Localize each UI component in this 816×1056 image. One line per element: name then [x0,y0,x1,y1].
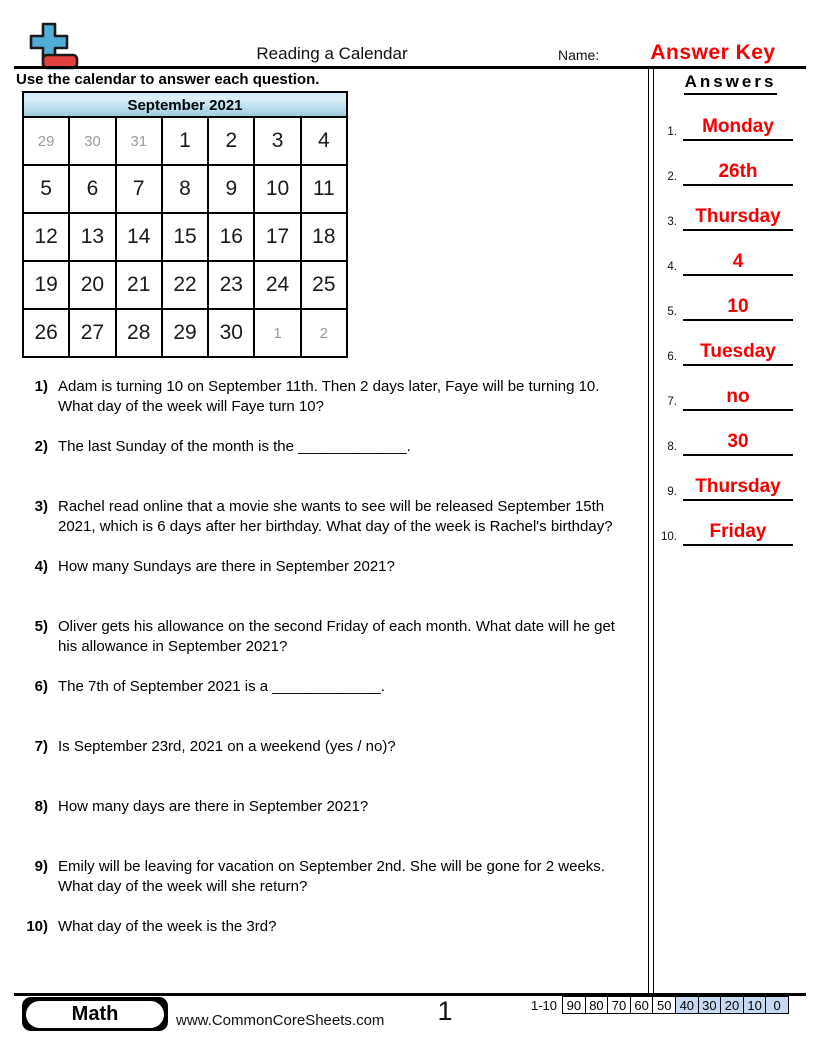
calendar-day-cell: 1 [255,310,299,356]
question-text: Adam is turning 10 on September 11th. Then 2 days later, Faye will be turning 10. What day of the week will Faye turn 10? [58,378,600,415]
answer-value: 30 [683,431,793,456]
calendar-day-cell: 10 [255,166,299,212]
answer-number: 8. [667,441,677,453]
score-strip [531,996,789,1014]
answers-column-divider [648,69,654,994]
question-list [16,377,646,977]
answer-number: 1. [667,126,677,138]
answer-number: 10. [661,531,677,543]
subject-label: Math [26,1001,164,1028]
question-item [16,917,646,977]
answer-value: 26th [683,161,793,186]
calendar-day-cell: 14 [117,214,161,260]
question-item [16,737,646,797]
question-text: How many days are there in September 2021? [58,798,369,815]
answer-number: 3. [667,216,677,228]
calendar-day-cell: 6 [70,166,114,212]
question-number: 7) [34,738,48,755]
question-number: 4) [34,558,48,575]
question-item [16,497,646,557]
question-number: 2) [34,438,48,455]
calendar-day-cell: 22 [163,262,207,308]
answer-item [655,411,806,456]
score-boxes [563,996,789,1014]
calendar-day-cell: 29 [163,310,207,356]
calendar-day-cell: 21 [117,262,161,308]
question-item [16,377,646,437]
answer-item [655,456,806,501]
question-text: Rachel read online that a movie she wants to see will be released September 15th 2021, which is 6 days after her birthday. What day of the week is Rachel's birthday? [58,498,613,535]
answer-number: 4. [667,261,677,273]
question-number: 9) [34,858,48,875]
calendar-day-cell: 3 [255,118,299,164]
question-text: How many Sundays are there in September 2021? [58,558,395,575]
score-box: 50 [652,996,676,1014]
calendar-day-cell: 31 [117,118,161,164]
score-box: 10 [743,996,767,1014]
answer-number: 2. [667,171,677,183]
score-box: 30 [698,996,722,1014]
website-url: www.CommonCoreSheets.com [176,1012,385,1029]
name-label: Name: [558,47,600,63]
answer-item [655,186,806,231]
answer-item [655,141,806,186]
question-text: What day of the week is the 3rd? [58,918,277,935]
answer-number: 5. [667,306,677,318]
calendar-day-cell: 19 [24,262,68,308]
question-item [16,857,646,917]
answer-value: Tuesday [683,341,793,366]
answer-value: 10 [683,296,793,321]
calendar-day-cell: 2 [209,118,253,164]
answer-value: Monday [683,116,793,141]
answers-column [655,70,806,546]
score-box: 0 [765,996,789,1014]
score-box: 60 [630,996,654,1014]
calendar-day-cell: 26 [24,310,68,356]
question-item [16,557,646,617]
answer-value: Thursday [683,476,793,501]
calendar-day-cell: 13 [70,214,114,260]
answer-item [655,366,806,411]
page-title: Reading a Calendar [256,44,408,63]
calendar-day-cell: 9 [209,166,253,212]
question-text: Is September 23rd, 2021 on a weekend (yes / no)? [58,738,396,755]
score-box: 70 [607,996,631,1014]
calendar-day-cell: 12 [24,214,68,260]
question-item [16,617,646,677]
answer-key-text: Answer Key [650,41,776,64]
calendar-day-cell: 25 [302,262,346,308]
calendar-day-cell: 4 [302,118,346,164]
calendar-day-cell: 23 [209,262,253,308]
answer-item [655,96,806,141]
question-item [16,677,646,737]
calendar-day-cell: 28 [117,310,161,356]
answer-number: 6. [667,351,677,363]
answer-item [655,276,806,321]
calendar-day-cell: 11 [302,166,346,212]
calendar [22,91,348,358]
answer-list [655,96,806,546]
question-text: Emily will be leaving for vacation on September 2nd. She will be gone for 2 weeks. What day of the week will she return? [58,858,605,895]
answer-item [655,501,806,546]
calendar-day-cell: 1 [163,118,207,164]
question-text: The last Sunday of the month is the _____________. [58,438,411,455]
answer-value: Thursday [683,206,793,231]
calendar-day-cell: 2 [302,310,346,356]
calendar-day-cell: 24 [255,262,299,308]
answers-title: Answers [684,72,778,95]
subject-badge [22,997,168,1031]
question-number: 8) [34,798,48,815]
question-item [16,797,646,857]
question-text: Oliver gets his allowance on the second Friday of each month. What date will he get his allowance in September 2021? [58,618,615,655]
calendar-day-cell: 16 [209,214,253,260]
question-number: 3) [34,498,48,515]
answer-item [655,231,806,276]
answer-number: 7. [667,396,677,408]
calendar-month-title: September 2021 [24,93,346,118]
header-divider [14,66,806,69]
calendar-day-cell: 27 [70,310,114,356]
answer-number: 9. [667,486,677,498]
score-box: 20 [720,996,744,1014]
page-number: 1 [437,996,453,1026]
calendar-day-cell: 29 [24,118,68,164]
score-box: 90 [562,996,586,1014]
answer-value: 4 [683,251,793,276]
answer-item [655,321,806,366]
instruction-text: Use the calendar to answer each question. [16,71,320,88]
calendar-day-cell: 15 [163,214,207,260]
calendar-day-cell: 5 [24,166,68,212]
score-box: 40 [675,996,699,1014]
answer-value: no [683,386,793,411]
score-box: 80 [585,996,609,1014]
calendar-day-cell: 20 [70,262,114,308]
question-number: 5) [34,618,48,635]
answer-value: Friday [683,521,793,546]
question-number: 6) [34,678,48,695]
calendar-day-cell: 7 [117,166,161,212]
question-text: The 7th of September 2021 is a _____________. [58,678,385,695]
question-number: 10) [26,918,48,935]
calendar-day-cell: 30 [209,310,253,356]
calendar-day-cell: 30 [70,118,114,164]
calendar-day-cell: 18 [302,214,346,260]
question-number: 1) [34,378,48,395]
question-item [16,437,646,497]
calendar-grid [24,118,346,356]
score-range-label: 1-10 [531,997,558,1013]
calendar-day-cell: 17 [255,214,299,260]
calendar-day-cell: 8 [163,166,207,212]
